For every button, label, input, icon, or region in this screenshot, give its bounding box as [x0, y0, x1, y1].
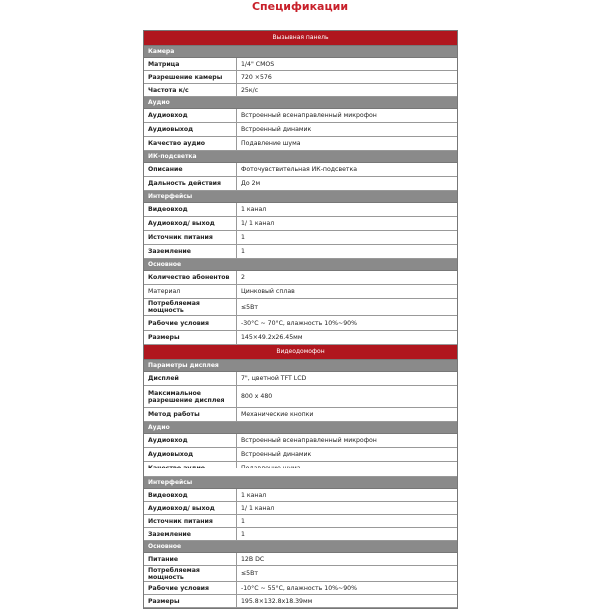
row-value: 1/4" CMOS — [241, 60, 275, 68]
spec-table-main — [143, 30, 458, 477]
row-value: Встроенный динамик — [241, 451, 312, 458]
table-row — [144, 84, 457, 97]
row-value: 7", цветной TFT LCD — [241, 375, 307, 382]
section-header: Камера — [144, 46, 457, 58]
row-label: Матрица — [144, 58, 237, 70]
row-label: Аудиовыход — [144, 448, 237, 461]
table-row — [144, 331, 457, 345]
row-value: 1/ 1 канал — [241, 220, 275, 227]
row-value: Механические кнопки — [241, 411, 314, 418]
table-row — [144, 137, 457, 151]
row-value: 12В DC — [241, 555, 265, 563]
table-row — [144, 386, 457, 408]
table-row — [144, 515, 457, 528]
row-label: Метод работы — [144, 408, 237, 421]
row-value: Встроенный всенаправленный микрофон — [241, 437, 377, 444]
row-label: Заземление — [144, 528, 237, 540]
row-label: Потребляемая мощность — [144, 299, 237, 315]
table-row — [144, 177, 457, 191]
section-header: Интерфейсы — [144, 191, 457, 203]
section-header: Аудио — [144, 97, 457, 109]
row-value: 1 — [241, 517, 245, 525]
row-label: Материал — [144, 285, 237, 298]
row-value: -30°C ~ 70°C, влажность 10%~90% — [241, 319, 357, 327]
table-row — [144, 109, 457, 123]
row-value: 25к/с — [241, 86, 259, 94]
row-label: Максимальное разрешение дисплея — [144, 386, 237, 407]
table-row — [144, 316, 457, 331]
row-label: Аудиовход — [144, 109, 237, 122]
row-label: Источник питания — [144, 231, 237, 244]
section-header: Основное — [144, 541, 457, 553]
table-row — [144, 582, 457, 595]
table-row — [144, 372, 457, 386]
row-label: Аудиовход — [144, 434, 237, 447]
table-row — [144, 434, 457, 448]
table-row — [144, 271, 457, 285]
table-row — [144, 163, 457, 177]
row-label: Видеовход — [144, 489, 237, 501]
row-label: Дальность действия — [144, 177, 237, 190]
row-value: Встроенный всенаправленный микрофон — [241, 112, 377, 119]
row-value: -10°C ~ 55°C, влажность 10%~90% — [241, 584, 357, 592]
table-row — [144, 217, 457, 231]
row-label: Аудиовход/ выход — [144, 502, 237, 514]
page-title: Спецификации — [251, 0, 349, 13]
row-value: 1 — [241, 248, 245, 255]
row-value: 1 — [241, 234, 245, 241]
spec-table-continued — [143, 468, 458, 609]
row-value: 1 канал — [241, 206, 267, 213]
table-row — [144, 231, 457, 245]
row-label: Заземление — [144, 245, 237, 258]
row-label: Описание — [144, 163, 237, 176]
table-row — [144, 58, 457, 71]
row-value: Цинковый сплав — [241, 288, 295, 295]
row-value: 720 ×576 — [241, 73, 272, 81]
row-value: 1 канал — [241, 491, 267, 499]
row-value: Подавление шума — [241, 140, 301, 147]
row-label: Источник питания — [144, 515, 237, 527]
row-value: 1 — [241, 530, 245, 538]
table-spacer — [144, 468, 457, 477]
table-row — [144, 285, 457, 299]
row-label: Рабочие условия — [144, 316, 237, 330]
section-header: Основное — [144, 259, 457, 271]
row-value: ≤5Вт — [241, 570, 258, 577]
row-value: 800 x 480 — [241, 393, 273, 400]
table-row — [144, 299, 457, 316]
table-banner: Вызывная панель — [144, 31, 457, 46]
table-row — [144, 489, 457, 502]
row-label: Дисплей — [144, 372, 237, 385]
row-label: Количество абонентов — [144, 271, 237, 284]
row-label: Аудиовход/ выход — [144, 217, 237, 230]
row-value: 2 — [241, 274, 245, 281]
row-label: Размеры — [144, 331, 237, 344]
section-header: Параметры дисплея — [144, 360, 457, 372]
table-row — [144, 595, 457, 608]
row-label: Питание — [144, 553, 237, 565]
table-row — [144, 245, 457, 259]
table-row — [144, 528, 457, 541]
table-row — [144, 123, 457, 137]
table-row — [144, 553, 457, 566]
row-value: ≤5Вт — [241, 303, 258, 311]
row-label: Размеры — [144, 595, 237, 607]
row-value: 1/ 1 канал — [241, 504, 275, 512]
section-header: Интерфейсы — [144, 477, 457, 489]
section-header: Аудио — [144, 422, 457, 434]
table-row — [144, 71, 457, 84]
row-label: Качество аудио — [144, 137, 237, 150]
section-header: ИК-подсветка — [144, 151, 457, 163]
table-row — [144, 502, 457, 515]
table-row — [144, 408, 457, 422]
table-row — [144, 448, 457, 462]
row-label: Видеовход — [144, 203, 237, 216]
row-label: Потребляемая мощность — [144, 566, 237, 581]
row-label: Аудиовыход — [144, 123, 237, 136]
row-value: Фоточувствительная ИК-подсветка — [241, 166, 358, 173]
table-row — [144, 566, 457, 582]
table-banner: Видеодомофон — [144, 345, 457, 360]
row-label: Разрешение камеры — [144, 71, 237, 83]
row-value: 195.8×132.8х18.39мм — [241, 597, 313, 605]
table-row — [144, 203, 457, 217]
row-label: Частота к/с — [144, 84, 237, 96]
row-value: До 2м — [241, 180, 261, 187]
row-value: 145×49.2х26.45мм — [241, 334, 303, 341]
row-value: Встроенный динамик — [241, 126, 312, 133]
row-label: Рабочие условия — [144, 582, 237, 594]
